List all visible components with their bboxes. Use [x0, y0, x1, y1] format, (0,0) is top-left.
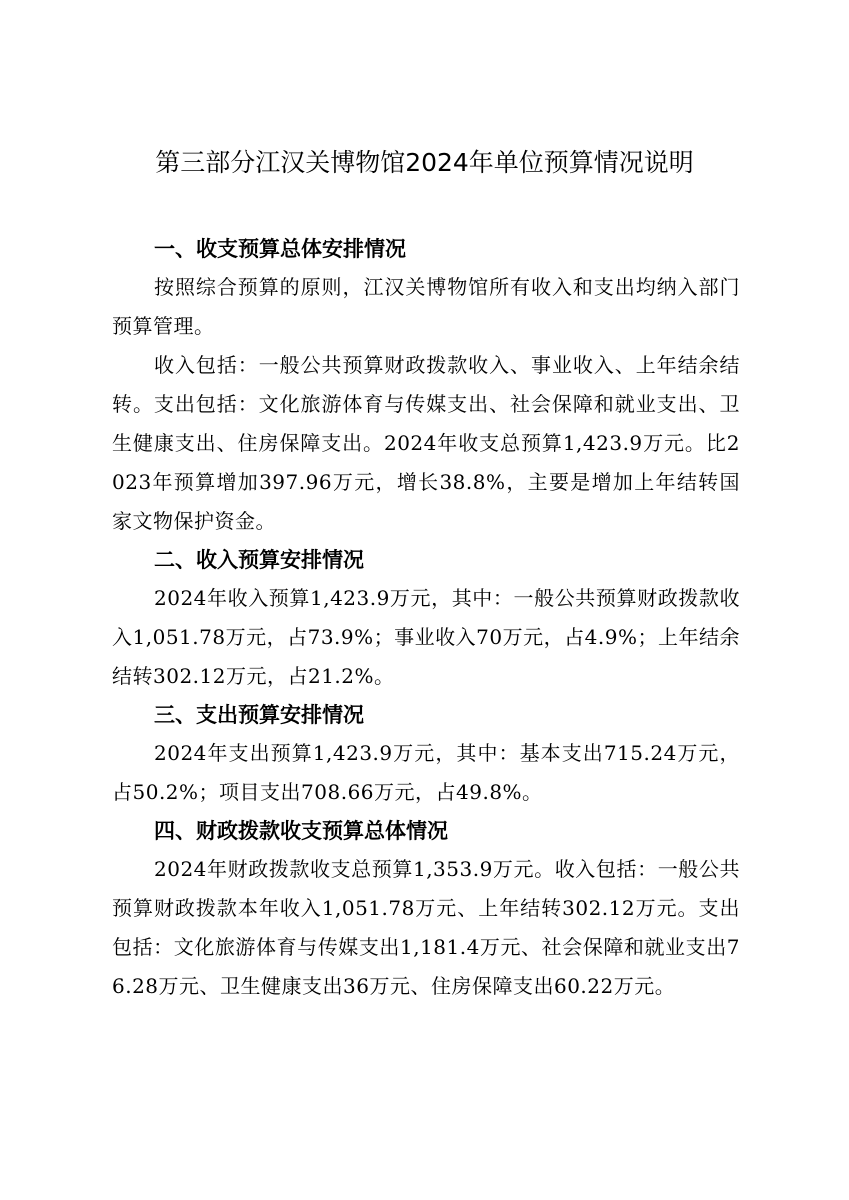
section-heading: 三、支出预算安排情况: [154, 703, 364, 727]
section-paragraph: 收入包括：一般公共预算财政拨款收入、事业收入、上年结余结转。支出包括：文化旅游体育与传媒支出、社会保障和就业支出、卫生健康支出、住房保障支出。2024年收支总预算1,423.9万元。比2023年预算增加397.96万元，增长38.8%，主要是增加上年结转国家文物保护资金。: [112, 353, 740, 533]
section-paragraph: 按照综合预算的原则，江汉关博物馆所有收入和支出均纳入部门预算管理。: [112, 275, 740, 338]
section-overall-arrangement: [112, 230, 740, 541]
section-fiscal-appropriation: [112, 812, 740, 1006]
section-income-budget: [112, 541, 740, 696]
section-heading: 四、财政拨款收支预算总体情况: [154, 819, 448, 843]
document-body: [112, 230, 740, 1006]
section-heading: 二、收入预算安排情况: [154, 548, 364, 572]
document-title: 第三部分江汉关博物馆2024年单位预算情况说明: [155, 148, 694, 177]
section-paragraph: 2024年财政拨款收支总预算1,353.9万元。收入包括：一般公共预算财政拨款本年收入1,051.78万元、上年结转302.12万元。支出包括：文化旅游体育与传媒支出1,181.4万元、社会保障和就业支出76.28万元、卫生健康支出36万元、住房保障支出60.22万元。: [112, 857, 740, 998]
section-expenditure-budget: [112, 696, 740, 812]
section-heading: 一、收支预算总体安排情况: [154, 237, 406, 261]
section-paragraph: 2024年收入预算1,423.9万元，其中：一般公共预算财政拨款收入1,051.78万元，占73.9%；事业收入70万元，占4.9%；上年结余结转302.12万元，占21.2%。: [112, 586, 740, 688]
section-paragraph: 2024年支出预算1,423.9万元，其中：基本支出715.24万元，占50.2%；项目支出708.66万元，占49.8%。: [112, 741, 740, 804]
